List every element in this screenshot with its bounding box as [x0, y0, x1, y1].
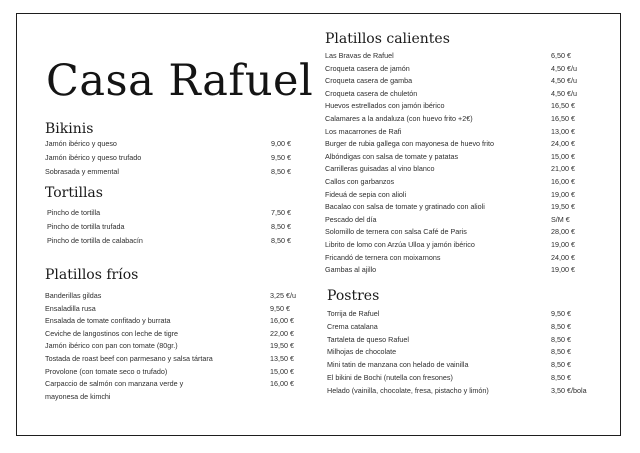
menu-item-name: Ceviche de langostinos con leche de tigre	[45, 328, 179, 338]
menu-item-name: Torrija de Rafuel	[327, 309, 380, 318]
menu-item-name: Pescado del día	[325, 214, 377, 224]
menu-item-price: 9,50 €	[551, 309, 571, 318]
menu-item-name: Fideuá de sepia con alioli	[325, 189, 407, 199]
menu-item-price: 16,50 €	[551, 114, 575, 123]
menu-item-name: Bacalao con salsa de tomate y gratinado con alioli	[325, 202, 485, 212]
menu-item-price: 6,50 €	[551, 51, 571, 60]
menu-item-name: Pincho de tortilla de calabacín	[47, 236, 143, 245]
menu-item-price: 3,50 €/bola	[551, 385, 587, 395]
menu-item-name: Provolone (con tomate seco o trufado)	[45, 366, 168, 376]
menu-item-name: Jamón ibérico y queso	[45, 139, 117, 148]
menu-item-name: Jamón ibérico y queso trufado	[45, 153, 142, 162]
menu-item-price: 7,50 €	[271, 208, 291, 217]
menu-item-name: Calamares a la andaluza (con huevo frito +2€)	[325, 114, 473, 123]
menu-item-price: 16,00 €	[551, 177, 575, 186]
menu-item-name: mayonesa de kimchi	[45, 391, 111, 401]
menu-item-name: Ensaladilla rusa	[45, 303, 96, 313]
menu-item-name: Librito de lomo con Arzúa Ulloa y jamón ibérico	[325, 240, 475, 249]
menu-item-price: 16,00 €	[270, 379, 294, 389]
menu-item-price: 8,50 €	[271, 222, 291, 231]
menu-item-price: 19,50 €	[551, 202, 575, 212]
menu-item-price: 13,00 €	[551, 126, 575, 136]
menu-item-price: 8,50 €	[551, 360, 571, 370]
menu-item-price: S/M €	[551, 214, 570, 224]
menu-item-price: 3,25 €/u	[270, 291, 296, 300]
menu-item-name: Croqueta casera de gamba	[325, 76, 413, 86]
menu-item-name: Albóndigas con salsa de tomate y patatas	[325, 151, 459, 161]
menu-item-name: Fricandó de ternera con moixarnons	[325, 252, 441, 262]
menu-item-name: Callos con garbanzos	[325, 177, 395, 186]
menu-item-price: 19,50 €	[270, 341, 294, 351]
menu-item-name: Carpaccio de salmón con manzana verde y	[45, 379, 184, 389]
section-title-tortillas: Tortillas	[45, 185, 103, 201]
section-title-platillos-frios: Platillos fríos	[45, 267, 139, 283]
menu-item-price: 8,50 €	[551, 321, 571, 331]
menu-item-price: 9,00 €	[271, 139, 291, 148]
menu-item-price: 9,50 €	[271, 153, 291, 162]
menu-item-price: 16,50 €	[551, 101, 575, 111]
menu-item-name: Huevos estrellados con jamón ibérico	[325, 101, 445, 111]
menu-item-name: Croqueta casera de chuletón	[325, 88, 418, 98]
menu-item-name: Los macarrones de Rafi	[325, 126, 402, 136]
menu-item-price: 19,00 €	[551, 240, 575, 249]
menu-item-price: 24,00 €	[551, 252, 575, 262]
menu-item-name: Sobrasada y emmental	[45, 167, 119, 176]
menu-item-name: Ensalada de tomate confitado y burrata	[45, 316, 171, 326]
menu-item-name: Mini tatin de manzana con helado de vainilla	[327, 360, 469, 370]
menu-item-name: Tostada de roast beef con parmesano y salsa tártara	[45, 354, 213, 363]
menu-item-name: Solomillo de ternera con salsa Café de Paris	[325, 227, 467, 237]
menu-item-name: Crema catalana	[327, 321, 378, 331]
menu-item-name: Las Bravas de Rafuel	[325, 51, 394, 60]
menu-item-name: Gambas al ajillo	[325, 265, 377, 275]
section-title-bikinis: Bikinis	[45, 121, 94, 137]
menu-item-name: Pincho de tortilla	[47, 208, 101, 217]
menu-item-price: 22,00 €	[270, 328, 294, 338]
menu-item-price: 8,50 €	[271, 236, 291, 245]
menu-item-price: 4,50 €/u	[551, 63, 577, 73]
menu-item-name: Tartaleta de queso Rafuel	[327, 334, 409, 344]
menu-item-price: 15,00 €	[270, 366, 294, 376]
menu-item-price: 13,50 €	[270, 354, 294, 363]
menu-item-name: Burger de rubia gallega con mayonesa de huevo frito	[325, 139, 495, 149]
menu-item-price: 19,00 €	[551, 189, 575, 199]
section-title-platillos-calientes: Platillos calientes	[325, 31, 450, 47]
menu-item-name: El bikini de Bochi (nutella con fresones)	[327, 373, 453, 382]
menu-item-price: 16,00 €	[270, 316, 294, 326]
menu-item-price: 15,00 €	[551, 151, 575, 161]
section-title-postres: Postres	[327, 288, 380, 304]
menu-item-price: 8,50 €	[551, 347, 571, 357]
menu-item-name: Croqueta casera de jamón	[325, 63, 410, 73]
menu-item-price: 21,00 €	[551, 164, 575, 174]
menu-item-price: 8,50 €	[271, 167, 291, 176]
menu-item-name: Pincho de tortilla trufada	[47, 222, 125, 231]
restaurant-title: Casa Rafuel	[46, 56, 314, 106]
menu-item-name: Banderillas gildas	[45, 291, 102, 300]
menu-item-price: 19,00 €	[551, 265, 575, 275]
menu-item-price: 8,50 €	[551, 373, 571, 382]
menu-item-price: 8,50 €	[551, 334, 571, 344]
menu-item-name: Milhojas de chocolate	[327, 347, 397, 357]
menu-item-name: Helado (vainilla, chocolate, fresa, pistacho y limón)	[327, 385, 489, 395]
menu-item-name: Jamón ibérico con pan con tomate (80gr.)	[45, 341, 178, 351]
menu-item-price: 4,50 €/u	[551, 88, 577, 98]
menu-item-price: 28,00 €	[551, 227, 575, 237]
menu-item-price: 24,00 €	[551, 139, 575, 149]
menu-item-price: 9,50 €	[270, 303, 290, 313]
menu-item-name: Carrilleras guisadas al vino blanco	[325, 164, 435, 174]
menu-item-price: 4,50 €/u	[551, 76, 577, 86]
